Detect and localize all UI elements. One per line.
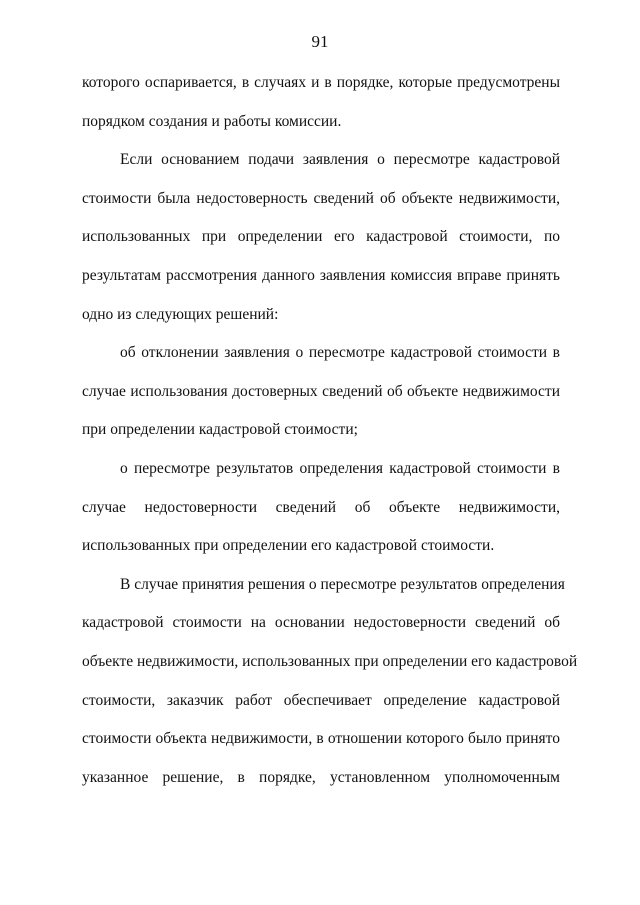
text-line: результатам рассмотрения данного заявления комиссия вправе принять [82, 266, 560, 284]
text-line: об отклонении заявления о пересмотре кадастровой стоимости в [120, 344, 560, 362]
page-number: 91 [311, 32, 329, 51]
paragraph [82, 450, 560, 566]
text-line: случае недостоверности сведений об объекте недвижимости, [82, 498, 560, 516]
text-line: порядком создания и работы комиссии. [82, 112, 342, 130]
text-line: указанное решение, в порядке, установленном уполномоченным [82, 768, 560, 786]
text-line: стоимости объекта недвижимости, в отношении которого было принято [82, 730, 560, 748]
text-line: объекте недвижимости, использованных при определении его кадастровой [82, 652, 578, 670]
text-line: Если основанием подачи заявления о пересмотре кадастровой [120, 151, 560, 169]
paragraph [82, 64, 560, 141]
text-line: при определении кадастровой стоимости; [82, 421, 358, 439]
paragraph [82, 334, 560, 450]
paragraph [82, 566, 578, 798]
text-line: которого оспаривается, в случаях и в порядке, которые предусмотрены [82, 74, 560, 91]
text-line: одно из следующих решений: [82, 305, 279, 323]
text-line: о пересмотре результатов определения кадастровой стоимости в [120, 459, 560, 477]
text-line: стоимости была недостоверность сведений об объекте недвижимости, [82, 189, 560, 207]
paragraph [82, 141, 560, 334]
text-line: использованных при определении его кадастровой стоимости, по [82, 228, 560, 246]
text-line: В случае принятия решения о пересмотре результатов определения [120, 575, 565, 593]
text-line: кадастровой стоимости на основании недостоверности сведений об [82, 614, 560, 632]
document-body [82, 64, 578, 797]
text-line: стоимости, заказчик работ обеспечивает определение кадастровой [82, 691, 560, 709]
text-line: случае использования достоверных сведений об объекте недвижимости [82, 382, 560, 400]
text-line: использованных при определении его кадастровой стоимости. [82, 537, 495, 555]
